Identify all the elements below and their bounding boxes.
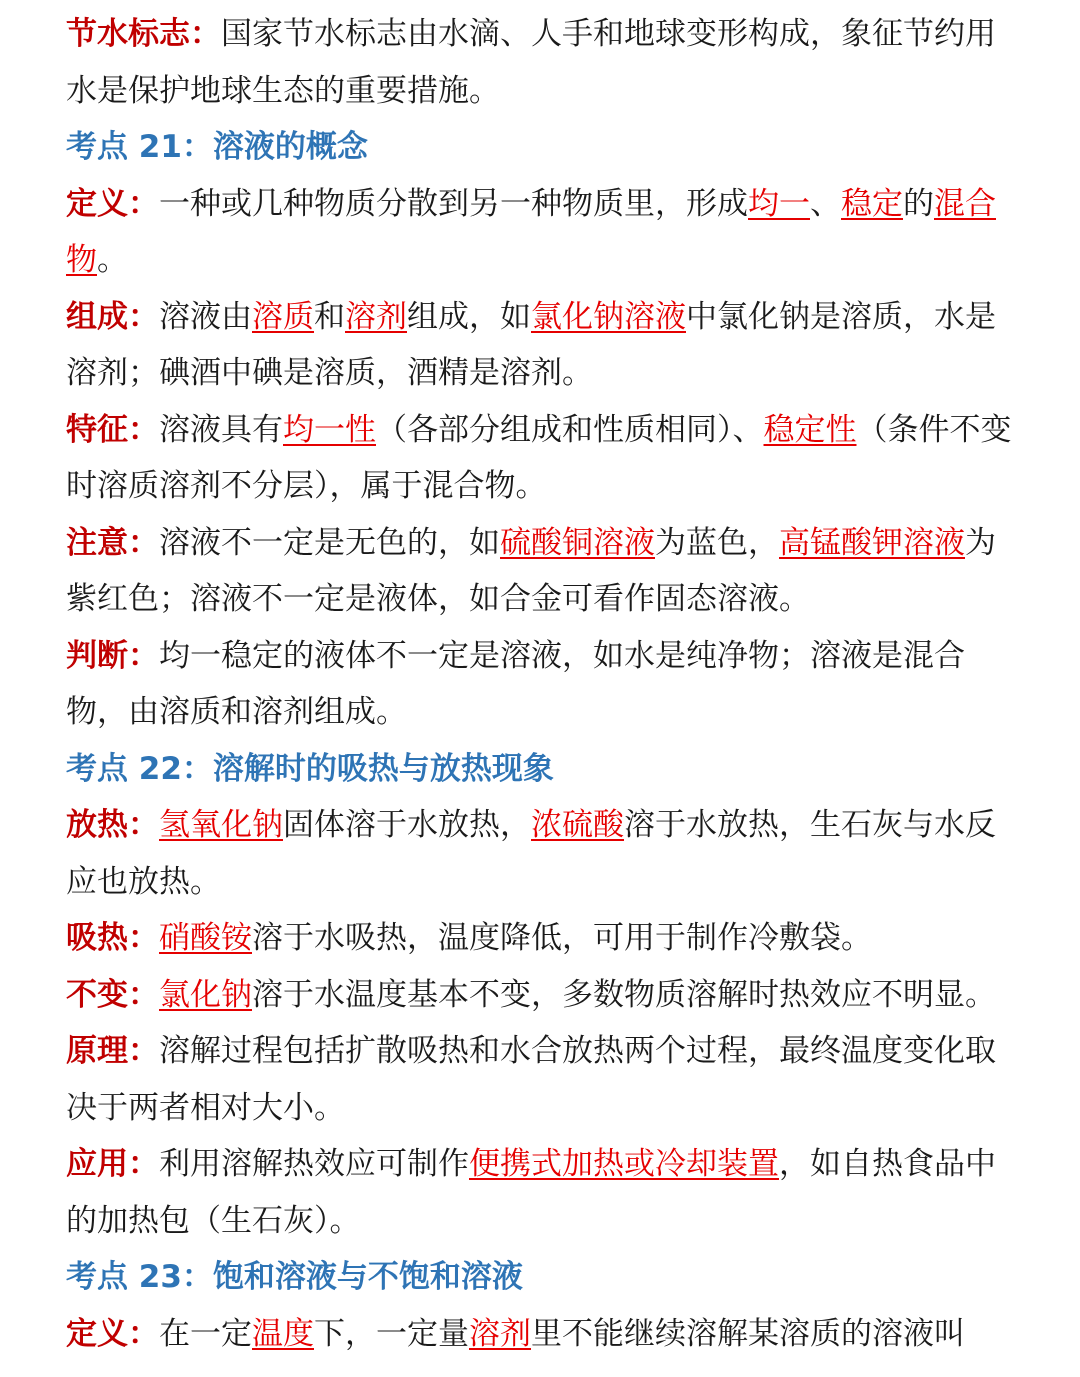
note-label: 组成： — [66, 298, 159, 335]
note-text: 溶于水吸热，温度降低，可用于制作冷敷袋。 — [252, 920, 872, 956]
note-text: 溶液具有 — [159, 411, 283, 448]
note-paragraph — [66, 910, 1016, 967]
key-term: 高锰酸钾溶液 — [779, 524, 965, 561]
key-term: 硫酸铜溶液 — [500, 524, 655, 561]
note-paragraph — [66, 967, 1016, 1024]
note-text: 中氯化钠是溶质，水是溶剂；碘酒中碘是溶质，酒精是溶剂。 — [66, 298, 996, 391]
note-text: 下，一定量 — [314, 1315, 469, 1352]
note-label: 不变： — [66, 976, 159, 1013]
note-text: 利用溶解热效应可制作 — [159, 1146, 469, 1182]
note-text: 在一定 — [159, 1315, 252, 1352]
key-term: 溶剂 — [345, 298, 407, 335]
note-text: 的 — [903, 185, 934, 222]
note-text: 溶液不一定是无色的，如 — [159, 524, 500, 561]
note-label: 定义： — [66, 1315, 159, 1352]
note-paragraph — [66, 515, 1016, 628]
note-label: 应用： — [66, 1146, 159, 1182]
section-heading: 考点 22：溶解时的吸热与放热现象 — [66, 750, 554, 787]
study-notes-document — [66, 6, 1016, 1362]
key-term: 溶剂 — [469, 1315, 531, 1352]
key-term: 稳定性 — [763, 411, 857, 448]
key-term: 浓硫酸 — [531, 807, 624, 843]
note-label: 注意： — [66, 524, 159, 561]
note-text: 固体溶于水放热， — [283, 807, 531, 843]
key-term: 氢氧化钠 — [159, 807, 283, 843]
note-paragraph — [66, 797, 1016, 910]
key-term: 均一性 — [283, 411, 376, 448]
note-text: 为蓝色， — [655, 524, 779, 561]
note-paragraph — [66, 1306, 1016, 1363]
note-text: （各部分组成和性质相同）、 — [376, 411, 764, 448]
note-paragraph — [66, 628, 1016, 741]
note-text: 和 — [314, 298, 345, 335]
note-text: 一种或几种物质分散到另一种物质里，形成 — [159, 185, 748, 222]
note-paragraph — [66, 6, 1016, 119]
note-label: 特征： — [66, 411, 159, 448]
key-term: 氯化钠 — [159, 976, 252, 1013]
key-term: 均一 — [748, 185, 810, 222]
key-term: 混合物 — [66, 185, 996, 278]
section-heading: 考点 21：溶液的概念 — [66, 129, 368, 165]
note-text: 组成，如 — [407, 298, 531, 335]
note-paragraph — [66, 176, 1016, 289]
note-text: 里不能继续溶解某溶质的溶液叫 — [531, 1315, 965, 1352]
note-label: 定义： — [66, 185, 159, 222]
note-text: 、 — [810, 185, 841, 222]
section-heading: 考点 23：饱和溶液与不饱和溶液 — [66, 1259, 523, 1295]
note-label: 吸热： — [66, 920, 159, 956]
key-term: 温度 — [252, 1315, 314, 1352]
note-label: 放热： — [66, 807, 159, 843]
note-text: 。 — [97, 242, 128, 278]
key-term: 稳定 — [841, 185, 903, 222]
note-text: 均一稳定的液体不一定是溶液，如水是纯净物；溶液是混合物，由溶质和溶剂组成。 — [66, 637, 965, 730]
note-paragraph — [66, 1136, 1016, 1249]
key-term: 硝酸铵 — [159, 920, 252, 956]
note-text: 溶解过程包括扩散吸热和水合放热两个过程，最终温度变化取决于两者相对大小。 — [66, 1033, 996, 1126]
note-text: 为紫红色；溶液不一定是液体，如合金可看作固态溶液。 — [66, 524, 996, 617]
note-paragraph — [66, 289, 1016, 402]
key-term: 便携式加热或冷却装置 — [469, 1146, 779, 1182]
note-paragraph — [66, 402, 1016, 515]
key-term: 氯化钠溶液 — [531, 298, 686, 335]
note-text: （条件不变时溶质溶剂不分层），属于混合物。 — [66, 411, 1012, 504]
note-label: 原理： — [66, 1033, 159, 1069]
note-label: 节水标志： — [66, 16, 221, 52]
key-term: 溶质 — [252, 298, 314, 335]
note-label: 判断： — [66, 637, 159, 674]
note-text: 溶液由 — [159, 298, 252, 335]
note-text: 溶于水温度基本不变，多数物质溶解时热效应不明显。 — [252, 976, 996, 1013]
note-text: ，如自热食品中的加热包（生石灰）。 — [66, 1146, 996, 1239]
note-text: 国家节水标志由水滴、人手和地球变形构成，象征节约用水是保护地球生态的重要措施。 — [66, 16, 996, 109]
note-text: 溶于水放热，生石灰与水反应也放热。 — [66, 807, 996, 900]
note-paragraph — [66, 1023, 1016, 1136]
